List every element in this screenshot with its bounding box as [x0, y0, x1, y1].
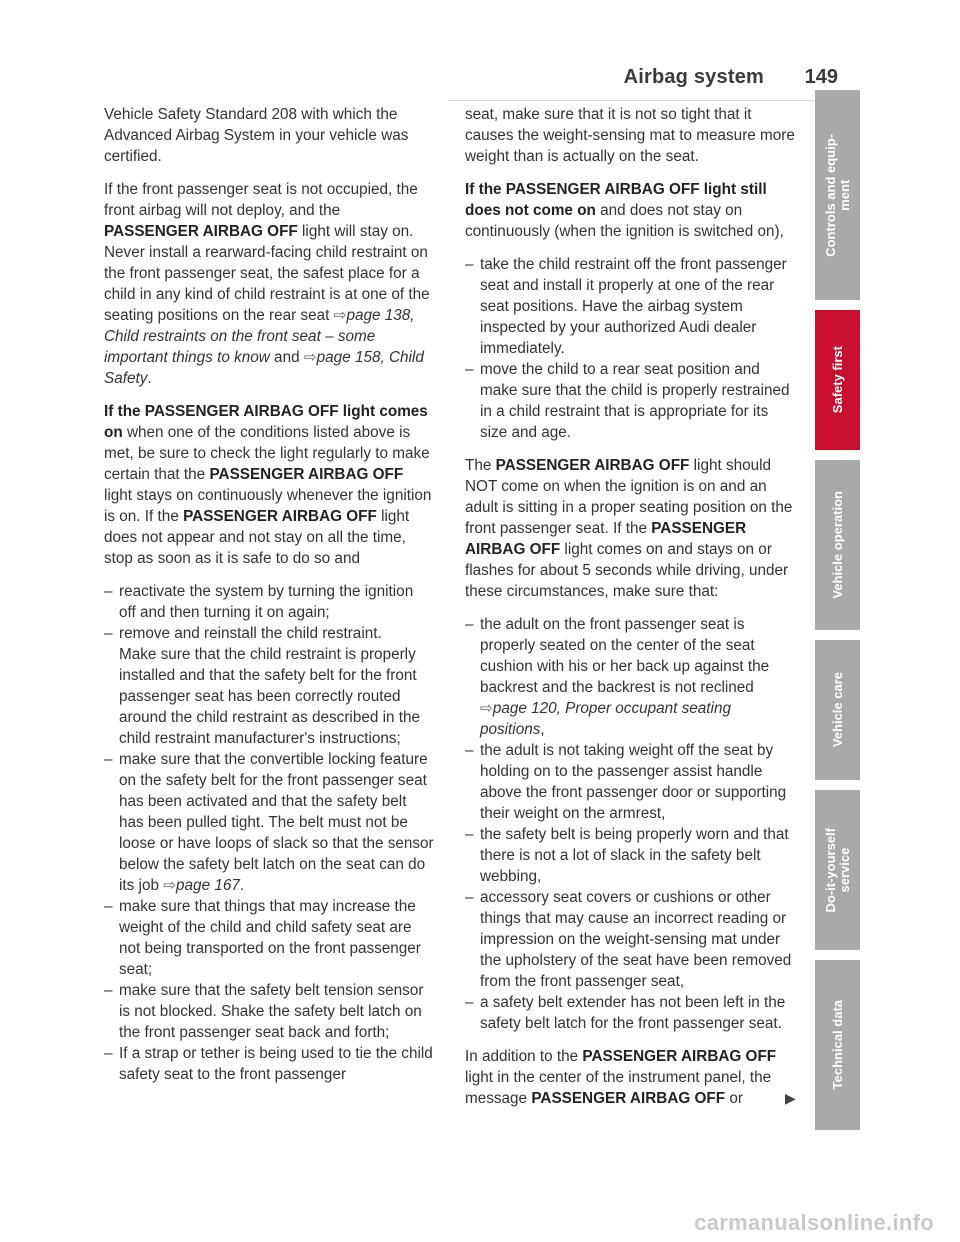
arrow-right-icon: ⇨	[303, 349, 317, 366]
tab-label: Do-it-yourself service	[822, 827, 852, 913]
tab-do-it-yourself-service[interactable]	[815, 790, 860, 950]
list-item: – accessory seat covers or cushions or other things that may cause an incorrect reading or impression on the weight-sensing mat under the upholstery of the seat have been removed from the front passenger seat,	[465, 887, 795, 992]
list-item: – make sure that the convertible locking feature on the safety belt for the front passenger seat has been activated and that the safety belt has been pulled tight. The belt must not be loose or have loops of slack so that the sensor below the safety belt latch on the seat can do its job ⇨page 167.	[104, 749, 434, 896]
cross-reference-link[interactable]: page 120, Proper occupant seating positions	[480, 700, 731, 738]
instruction-list	[104, 581, 434, 1085]
list-item: – If a strap or tether is being used to tie the child safety seat to the front passenger	[104, 1043, 434, 1085]
page-header	[448, 60, 838, 101]
list-item: – make sure that the safety belt tension sensor is not blocked. Shake the safety belt latch on the front passenger seat back and forth;	[104, 980, 434, 1043]
section-title: Airbag system	[623, 66, 764, 88]
tab-safety-first[interactable]	[815, 310, 860, 450]
paragraph: The PASSENGER AIRBAG OFF light should NOT come on when the ignition is on and an adult is sitting in a proper seating position on the front passenger seat. If the PASSENGER AIRBAG OFF light comes on and stays on or flashes for about 5 seconds while driving, under these circumstances, make sure that:	[465, 457, 793, 600]
paragraph: seat, make sure that it is not so tight that it causes the weight-sensing mat to measure more weight than is actually on the seat.	[465, 106, 795, 165]
page-number: 149	[804, 66, 838, 88]
cross-reference-link[interactable]: page 167	[176, 877, 240, 894]
cross-reference-link[interactable]: page 158, Child Safety	[104, 349, 424, 387]
list-item: – make sure that things that may increase the weight of the child and child safety seat are not being transported on the front passenger seat;	[104, 896, 434, 980]
tab-technical-data[interactable]	[815, 960, 860, 1130]
list-item: – move the child to a rear seat position and make sure that the child is properly restrained in a child restraint that is appropriate for its size and age.	[465, 359, 795, 443]
arrow-right-icon: ⇨	[333, 307, 347, 324]
list-item: – the safety belt is being properly worn and that there is not a lot of slack in the safety belt webbing,	[465, 824, 795, 887]
tab-vehicle-care[interactable]	[815, 640, 860, 780]
watermark: carmanualsonline.info	[694, 1210, 934, 1235]
paragraph: If the PASSENGER AIRBAG OFF light comes on when one of the conditions listed above is met, be sure to check the light regularly to make certain that the PASSENGER AIRBAG OFF light stays on continuously whenever the ignition is on. If the PASSENGER AIRBAG OFF light does not appear and not stay on all the time, stop as soon as it is safe to do so and	[104, 403, 432, 567]
tab-label: Vehicle care	[829, 672, 845, 748]
tab-label: Technical data	[829, 1000, 845, 1090]
left-column	[104, 104, 434, 1097]
continue-arrow-icon: ▶	[785, 1090, 796, 1106]
tab-label: Vehicle operation	[829, 491, 845, 599]
paragraph: In addition to the PASSENGER AIRBAG OFF light in the center of the instrument panel, the message PASSENGER AIRBAG OFF or	[465, 1048, 777, 1107]
instruction-list	[465, 254, 795, 443]
list-item: – remove and reinstall the child restraint.	[104, 623, 434, 644]
paragraph: If the front passenger seat is not occupied, the front airbag will not deploy, and the PASSENGER AIRBAG OFF light will stay on. Never install a rearward-facing child restraint on the front passenger seat, the safest place for a child in any kind of child restraint is at one of the seating positions on the rear seat ⇨page 138, Child restraints on the front seat – some important things to know and ⇨page 158, Child Safety.	[104, 181, 430, 387]
tab-vehicle-operation[interactable]	[815, 460, 860, 630]
tab-controls-and-equipment[interactable]	[815, 90, 860, 300]
cross-reference-link[interactable]: page 138, Child restraints on the front seat – some important things to know	[104, 307, 415, 366]
list-item: – the adult is not taking weight off the seat by holding on to the passenger assist handle above the front passenger door or supporting their weight on the armrest,	[465, 740, 795, 824]
list-item: – a safety belt extender has not been left in the safety belt latch for the front passenger seat.	[465, 992, 795, 1034]
right-column	[465, 104, 795, 1121]
tab-label: Safety first	[829, 346, 845, 414]
list-item: – reactivate the system by turning the ignition off and then turning it on again;	[104, 581, 434, 623]
paragraph: Vehicle Safety Standard 208 with which the Advanced Airbag System in your vehicle was certified.	[104, 106, 409, 165]
arrow-right-icon: ⇨	[163, 877, 177, 894]
arrow-right-icon: ⇨	[480, 700, 493, 717]
paragraph: If the PASSENGER AIRBAG OFF light still does not come on and does not stay on continuously (when the ignition is switched on),	[465, 181, 784, 240]
checklist	[465, 614, 795, 1034]
list-item: – take the child restraint off the front passenger seat and install it properly at one of the rear seat positions. Have the airbag system inspected by your authorized Audi dealer immediately.	[465, 254, 795, 359]
tab-label: Controls and equip- ment	[822, 133, 852, 257]
list-item-continuation: Make sure that the child restraint is properly installed and that the safety belt for the front passenger seat has been correctly routed around the child restraint as described in the child restraint manufacturer's instructions;	[119, 646, 421, 747]
list-item: – the adult on the front passenger seat is properly seated on the center of the seat cushion with his or her back up against the backrest and the backrest is not reclined ⇨page 120, Proper occupant seating positions,	[465, 614, 795, 740]
